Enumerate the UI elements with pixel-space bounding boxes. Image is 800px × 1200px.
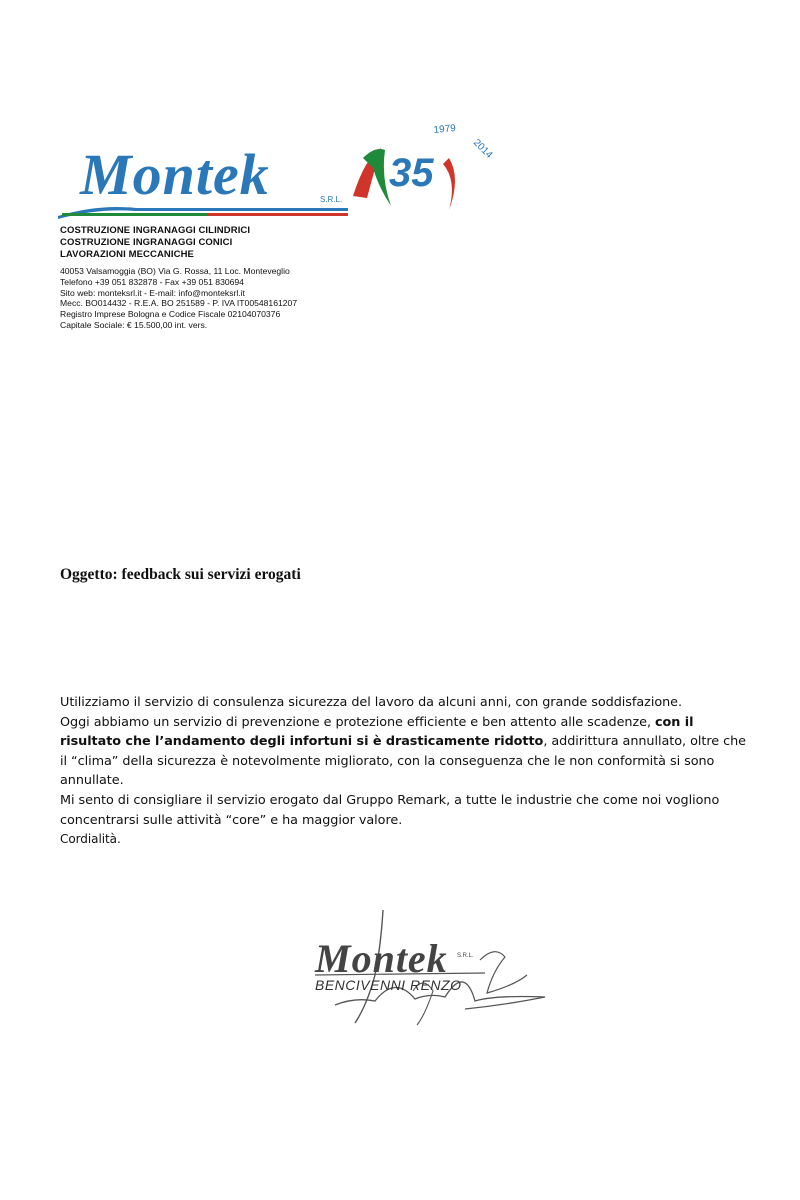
company-info [60, 225, 350, 331]
company-logo [58, 140, 348, 230]
paragraph-3: Mi sento di consigliare il servizio erogato dal Gruppo Remark, a tutte le industrie che come noi vogliono concentrarsi sulle attività “core” e ha maggior valore. [60, 792, 720, 828]
letter-body [60, 693, 750, 850]
web-email-line: Sito web: monteksrl.it - E-mail: info@monteksrl.it [60, 287, 245, 298]
logo-suffix: S.R.L. [320, 195, 343, 204]
logo-wordmark: Montek [80, 142, 270, 207]
paragraph-2 [60, 713, 750, 791]
paragraph-1: Utilizziamo il servizio di consulenza sicurezza del lavoro da alcuni anni, con grande soddisfazione. [60, 695, 683, 710]
anniversary-emblem [345, 118, 495, 218]
signature-company-stamp: Montek [315, 936, 448, 981]
address-line: 40053 Valsamoggia (BO) Via G. Rossa, 11 Loc. Monteveglio [60, 266, 290, 276]
anniversary-number: 35 [389, 151, 434, 195]
paragraph-2-highlight: con il risultato che l’andamento degli infortuni si è drasticamente ridotto [60, 714, 694, 750]
closing: Cordialità. [60, 832, 121, 847]
tagline-bevel-gears: COSTRUZIONE INGRANAGGI CONICI [60, 237, 233, 248]
registry-line: Registro Imprese Bologna e Codice Fiscale 02104070376 [60, 309, 281, 320]
paragraph-2-end: , addirittura annullato, oltre che il “clima” della sicurezza è notevolmente migliorato, con la conseguenza che le non conformità si sono annullate. [60, 734, 746, 789]
phone-fax-line: Telefono +39 051 832878 - Fax +39 051 830694 [60, 276, 244, 287]
tagline-machining: LAVORAZIONI MECCANICHE [60, 249, 194, 260]
paragraph-2-start: Oggi abbiamo un servizio di prevenzione e protezione efficiente e ben attento alle scadenze, [60, 714, 656, 730]
signature-stamp [295, 905, 555, 1030]
capital-line: Capitale Sociale: € 15.500,00 int. vers. [60, 319, 208, 330]
address-block [60, 266, 350, 331]
tagline-cylindrical-gears: COSTRUZIONE INGRANAGGI CILINDRICI [60, 225, 251, 236]
signature-suffix: S.R.L. [457, 953, 474, 959]
anniversary-end-year: 2014 [470, 137, 495, 161]
signatory-name: BENCIVENNI RENZO [315, 977, 462, 993]
letter-subject: Oggetto: feedback sui servizi erogati [60, 566, 301, 583]
registration-line: Mecc. BO014432 - R.E.A. BO 251589 - P. IVA IT00548161207 [60, 298, 298, 309]
anniversary-start-year: 1979 [433, 123, 457, 136]
